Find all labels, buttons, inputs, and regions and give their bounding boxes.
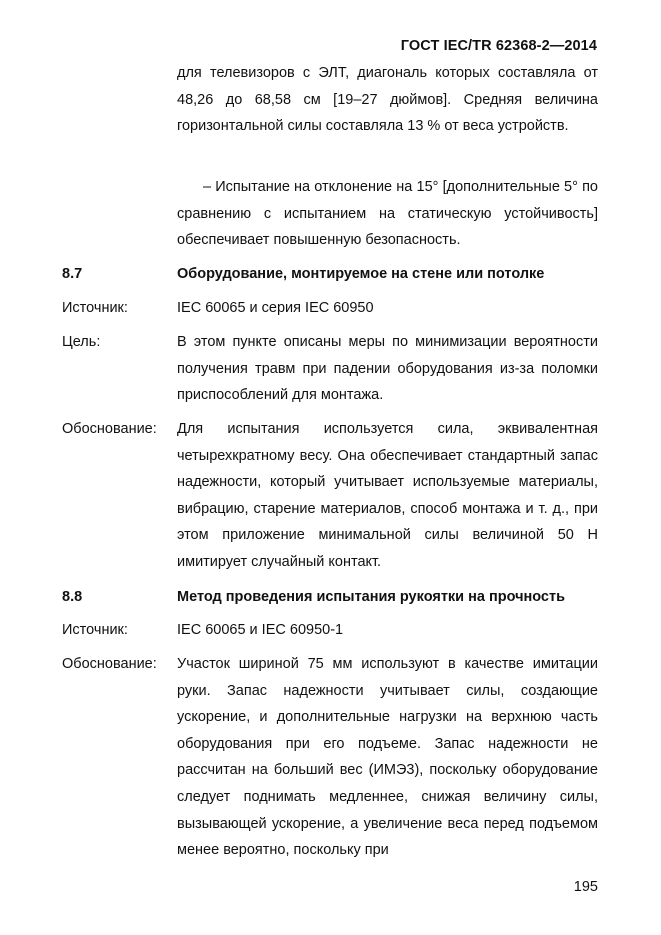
- section-8-7-title: Оборудование, монтируемое на стене или потолке: [177, 266, 545, 282]
- source-text: IEC 60065 и серия IEC 60950: [177, 300, 374, 316]
- page-number: 195: [573, 879, 598, 895]
- source-text: IEC 60065 и IEC 60950-1: [177, 622, 344, 638]
- intro-paragraph: для телевизоров с ЭЛТ, диагональ которых составляла от 48,26 до 68,58 см [19–27 дюймов]. Средняя величина горизонтальной силы составляла 13 % от веса устройств.: [177, 65, 598, 135]
- section-8-7-number: 8.7: [62, 266, 83, 282]
- section-8-8-number: 8.8: [62, 589, 83, 605]
- purpose-text: В этом пункте описаны меры по минимизации вероятности получения травм при падении оборудования из-за поломки приспособлений для монтажа.: [177, 334, 598, 404]
- rationale-text: Участок шириной 75 мм используют в качестве имитации руки. Запас надежности учитывает силы, создающие ускорение, и дополнительные нагрузки на верхнюю часть оборудования при его подъеме. Запас надежности не рассчитан на больший вес (ИМЭ3), поскольку оборудование следует поднимать медленнее, снижая величину силы, вызывающей ускорение, а увеличение веса перед подъемом менее вероятно, поскольку при: [177, 656, 598, 859]
- section-8-8-title: Метод проведения испытания рукоятки на прочность: [177, 589, 566, 605]
- intro-dash-item: – Испытание на отклонение на 15° [дополнительные 5° по сравнению с испытанием на статическую устойчивость] обеспечивает повышенную безопасность.: [177, 179, 598, 249]
- document-code-header: ГОСТ IEC/TR 62368-2—2014: [400, 38, 597, 54]
- source-label: Источник:: [62, 622, 128, 638]
- purpose-label: Цель:: [62, 334, 101, 350]
- rationale-label: Обоснование:: [62, 656, 157, 672]
- rationale-text: Для испытания используется сила, эквивалентная четырехкратному весу. Она обеспечивает стандартный запас надежности, который учитывает используемые материалы, вибрацию, старение материалов, способ монтажа и т. д., при этом приложение минимальной силы величиной 50 Н имитирует случайный контакт.: [177, 421, 598, 570]
- source-label: Источник:: [62, 300, 128, 316]
- rationale-label: Обоснование:: [62, 421, 157, 437]
